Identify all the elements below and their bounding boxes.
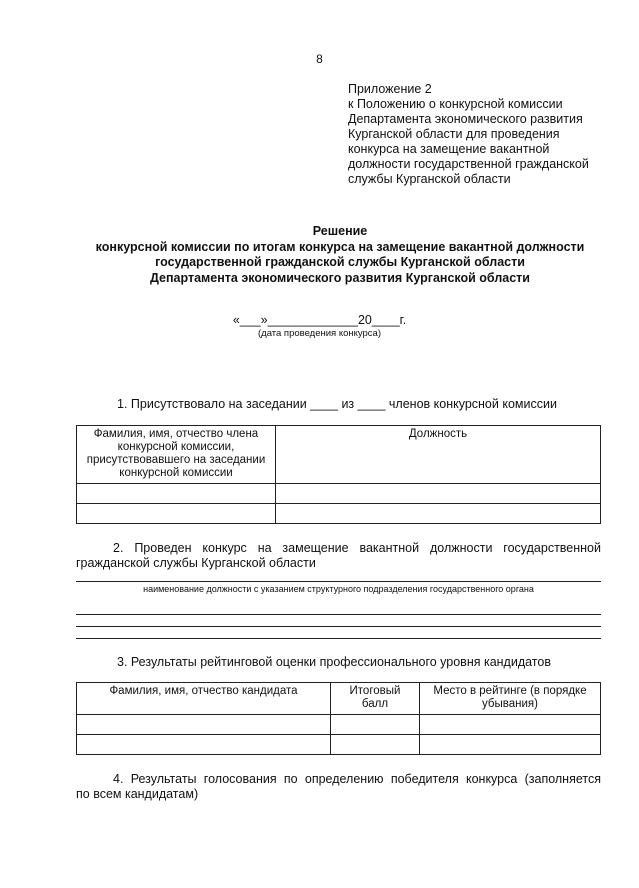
appendix-line: Курганской области для проведения — [348, 127, 560, 141]
date-caption: (дата проведения конкурса) — [257, 328, 382, 339]
appendix-line: Приложение 2 — [348, 82, 432, 96]
table-cell[interactable] — [77, 484, 276, 504]
fill-line[interactable] — [76, 638, 601, 639]
position-fill-line[interactable] — [76, 581, 601, 582]
table-header-position: Должность — [276, 426, 601, 484]
section4-line1 — [76, 772, 601, 786]
page-number: 8 — [316, 52, 323, 66]
appendix-line: Департамента экономического развития — [348, 112, 583, 126]
section3-text: 3. Результаты рейтинговой оценки профессионального уровня кандидатов — [117, 655, 551, 669]
table-cell[interactable] — [420, 715, 601, 735]
section2-line2: гражданской службы Курганской области — [76, 556, 316, 570]
title-line: государственной гражданской службы Курганской области — [155, 255, 525, 269]
table-cell[interactable] — [276, 504, 601, 524]
appendix-line: к Положению о конкурсной комиссии — [348, 97, 563, 111]
table-cell[interactable] — [331, 715, 420, 735]
table-row — [77, 484, 601, 504]
document-title — [40, 224, 639, 286]
table-cell[interactable] — [77, 504, 276, 524]
appendix-line: конкурса на замещение вакантной — [348, 142, 550, 156]
section2-line1-text: 2. Проведен конкурс на замещение вакантной должности государственной — [113, 541, 601, 555]
fill-line[interactable] — [76, 614, 601, 615]
table-row — [77, 735, 601, 755]
fill-line[interactable] — [76, 626, 601, 627]
appendix-block — [348, 82, 618, 187]
table-header-score: Итоговый балл — [331, 683, 420, 715]
table-cell[interactable] — [77, 735, 331, 755]
table-cell[interactable] — [331, 735, 420, 755]
candidates-rating-table — [76, 682, 601, 755]
table-cell[interactable] — [77, 715, 331, 735]
table-header-name: Фамилия, имя, отчество члена конкурсной комиссии, присутствовавшего на заседании конкурсной комиссии — [77, 426, 276, 484]
table-header-rank: Место в рейтинге (в порядке убывания) — [420, 683, 601, 715]
appendix-line: службы Курганской области — [348, 172, 511, 186]
title-line: Департамента экономического развития Курганской области — [150, 270, 530, 285]
section2-caption: наименование должности с указанием структурного подразделения государственного органа — [143, 584, 534, 594]
title-line: Решение — [312, 224, 368, 238]
table-row — [77, 504, 601, 524]
date-line: «___»_____________20____г. — [232, 313, 407, 327]
appendix-line: должности государственной гражданской — [348, 157, 589, 171]
commission-members-table — [76, 425, 601, 524]
table-cell[interactable] — [276, 484, 601, 504]
section4-line1-text: 4. Результаты голосования по определению победителя конкурса (заполняется — [113, 772, 601, 786]
title-line: конкурсной комиссии по итогам конкурса на замещение вакантной должности — [95, 239, 585, 254]
section2-line1 — [76, 541, 601, 555]
section4-line2: по всем кандидатам) — [76, 787, 199, 801]
table-header-candidate: Фамилия, имя, отчество кандидата — [77, 683, 331, 715]
table-row — [77, 715, 601, 735]
section1-text: 1. Присутствовало на заседании ____ из ____ членов конкурсной комиссии — [117, 397, 557, 411]
table-cell[interactable] — [420, 735, 601, 755]
